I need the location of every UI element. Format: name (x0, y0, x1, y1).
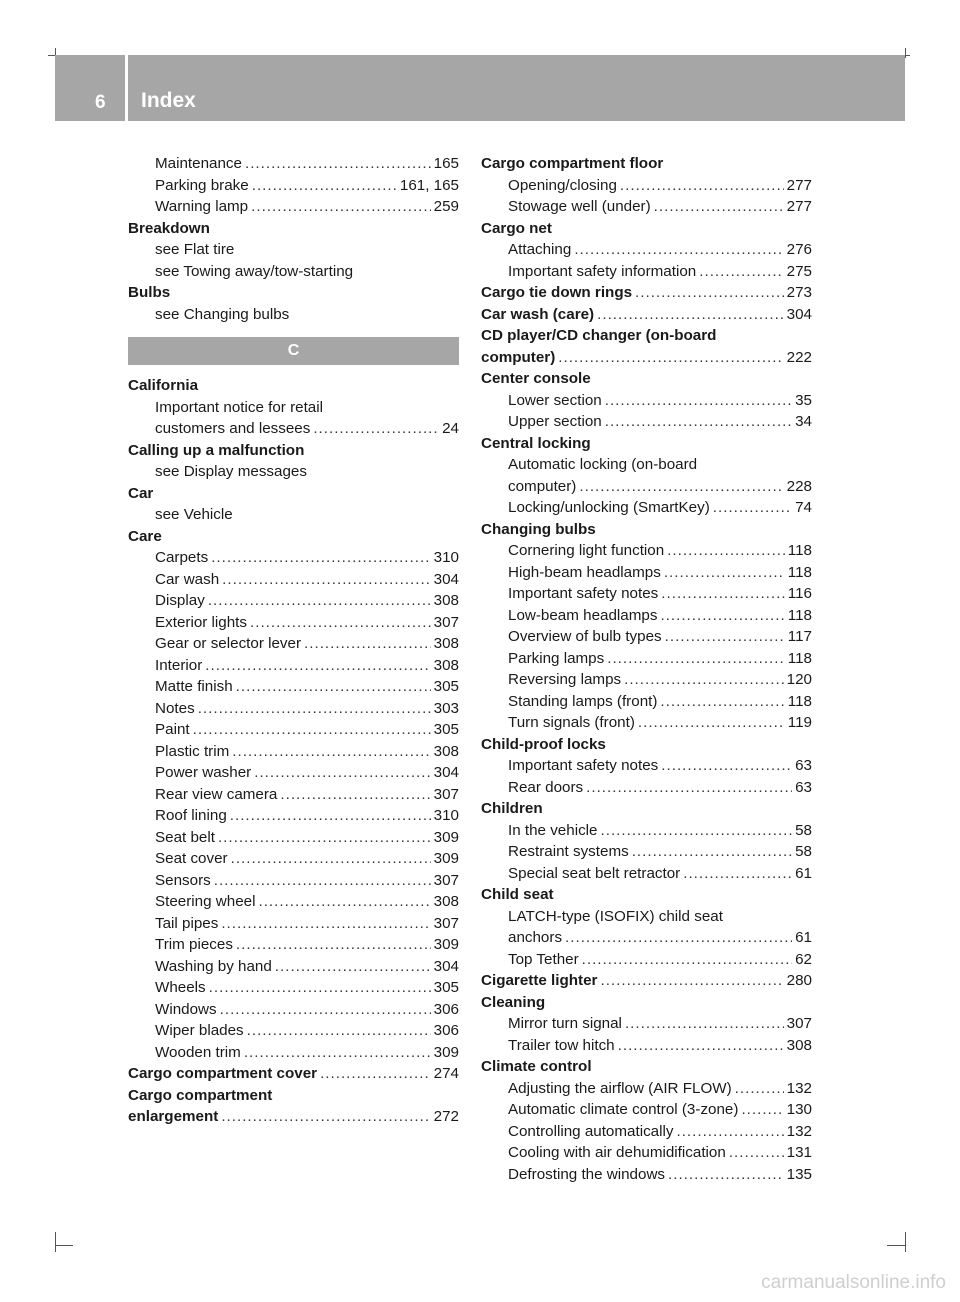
leader-dots (247, 1020, 431, 1042)
crop-mark (905, 48, 906, 58)
index-page-ref[interactable]: 304 (433, 957, 459, 975)
index-entry[interactable] (481, 390, 812, 412)
index-entry[interactable] (481, 1121, 812, 1143)
index-page-ref[interactable]: 309 (433, 1043, 459, 1061)
index-page-ref[interactable]: 63 (795, 757, 812, 774)
index-page-ref[interactable]: 277 (786, 176, 812, 194)
leader-dots (205, 655, 430, 677)
index-entry[interactable] (481, 540, 812, 562)
leader-dots (230, 805, 431, 827)
index-entry[interactable] (481, 1013, 812, 1035)
leader-dots (620, 175, 784, 197)
leader-dots (632, 841, 792, 863)
index-entry-label: Top Tether (508, 950, 579, 968)
index-entry[interactable] (481, 562, 812, 584)
index-page-ref[interactable]: 307 (786, 1015, 812, 1032)
index-page-ref[interactable]: 74 (795, 499, 812, 516)
index-entry-label: Rear doors (508, 778, 584, 796)
index-entry[interactable] (481, 820, 812, 842)
index-page-ref[interactable]: 61 (795, 929, 812, 946)
index-entry-label: Opening/closing (508, 176, 617, 194)
index-entry[interactable] (481, 1035, 812, 1057)
index-page-ref[interactable]: 303 (433, 699, 459, 717)
page-number: 6 (95, 92, 106, 113)
index-entry-label: Power washer (155, 764, 252, 781)
crop-mark (55, 1232, 56, 1252)
index-page-ref[interactable]: 310 (433, 807, 459, 824)
index-page-ref[interactable]: 274 (433, 1065, 459, 1082)
leader-dots (668, 1164, 784, 1186)
index-entry-label: Parking lamps (508, 649, 605, 667)
index-page-ref[interactable]: 24 (442, 420, 459, 437)
index-page-ref[interactable]: 308 (433, 893, 459, 910)
index-heading: California (128, 377, 199, 394)
index-page-ref[interactable]: 132 (786, 1122, 812, 1140)
leader-dots (232, 741, 430, 763)
index-entry-label: Important safety information (508, 262, 697, 280)
index-entry[interactable] (128, 547, 459, 569)
index-entry-label: Upper section (508, 413, 602, 430)
leader-dots (208, 590, 431, 612)
index-heading: Car (128, 484, 154, 502)
index-heading: Center console (481, 370, 591, 387)
index-page-ref[interactable]: 35 (795, 391, 812, 409)
index-entry-label: computer) (481, 348, 556, 366)
index-entry[interactable] (128, 418, 459, 440)
leader-dots (220, 999, 431, 1021)
leader-dots (597, 304, 784, 326)
index-page-ref[interactable]: 305 (433, 678, 459, 695)
index-page-ref[interactable]: 306 (433, 1022, 459, 1039)
index-entry-label: Trim pieces (155, 936, 233, 953)
leader-dots (221, 1106, 430, 1128)
leader-dots (222, 569, 431, 591)
index-entry[interactable] (128, 870, 459, 892)
index-see-reference: Important notice for retail (155, 398, 323, 416)
index-entry-label: customers and lessees (155, 420, 311, 437)
index-entry-label: Cooling with air dehumidification (508, 1144, 726, 1161)
header-divider (125, 55, 128, 121)
index-page-ref[interactable]: 307 (433, 613, 459, 631)
index-entry-label: enlargement (128, 1108, 219, 1125)
leader-dots (660, 605, 784, 627)
index-entry-label: Important safety notes (508, 757, 659, 774)
leader-dots (236, 934, 431, 956)
index-entry[interactable] (128, 719, 459, 741)
leader-dots (280, 784, 430, 806)
leader-dots (211, 547, 430, 569)
leader-dots (221, 913, 430, 935)
leader-dots (600, 970, 783, 992)
index-heading: Changing bulbs (481, 520, 596, 538)
index-column-right (481, 153, 812, 1185)
index-entry-label: Wooden trim (155, 1043, 241, 1061)
index-entry-label: Low-beam headlamps (508, 606, 658, 624)
leader-dots (661, 755, 792, 777)
index-entry-label: Display (155, 592, 205, 609)
index-entry-label: Wiper blades (155, 1022, 244, 1039)
index-page-ref[interactable]: 275 (786, 262, 812, 280)
index-column-left (128, 153, 459, 1128)
index-entry[interactable] (481, 261, 812, 283)
index-entry[interactable] (128, 676, 459, 698)
watermark: carmanualsonline.info (761, 1272, 946, 1293)
index-page-ref[interactable]: 119 (787, 714, 812, 731)
index-entry-label: Sensors (155, 871, 211, 889)
leader-dots (258, 891, 430, 913)
index-page-ref[interactable]: 309 (433, 936, 459, 953)
leader-dots (660, 691, 784, 713)
index-entry[interactable] (481, 282, 812, 304)
index-entry[interactable] (481, 239, 812, 261)
index-entry[interactable] (481, 949, 812, 971)
index-page-ref[interactable]: 305 (433, 979, 459, 996)
section-letter-heading: C (128, 337, 459, 365)
index-entry-label: Reversing lamps (508, 671, 622, 688)
index-entry[interactable] (481, 1164, 812, 1186)
index-page-ref[interactable]: 222 (786, 348, 812, 366)
index-entry-label: Lower section (508, 391, 602, 409)
index-entry[interactable] (481, 175, 812, 197)
index-entry[interactable] (481, 712, 812, 734)
index-page-ref[interactable]: 307 (433, 871, 459, 889)
index-entry-label: Maintenance (155, 155, 242, 172)
index-page-ref[interactable]: 273 (786, 284, 812, 301)
leader-dots (661, 583, 785, 605)
leader-dots (605, 390, 792, 412)
leader-dots (313, 418, 439, 440)
index-entry[interactable] (481, 1099, 812, 1121)
index-see-reference: see Flat tire (155, 241, 235, 258)
index-heading: Children (481, 800, 543, 817)
index-entry-label: In the vehicle (508, 821, 598, 839)
index-page-ref[interactable]: 308 (433, 592, 459, 609)
index-entry[interactable] (481, 755, 812, 777)
leader-dots (252, 175, 397, 197)
index-heading: Bulbs (128, 284, 171, 301)
index-entry[interactable] (128, 633, 459, 655)
index-page-ref[interactable]: 118 (787, 563, 812, 581)
index-entry-label: Controlling automatically (508, 1122, 674, 1140)
index-page-ref[interactable]: 63 (795, 778, 812, 796)
index-entry-label: Paint (155, 721, 190, 738)
leader-dots (664, 562, 785, 584)
index-heading: Climate control (481, 1058, 592, 1075)
index-entry[interactable] (128, 1106, 459, 1128)
index-entry-label: Cargo compartment cover (128, 1065, 318, 1082)
index-page-ref[interactable]: 306 (433, 1000, 459, 1018)
index-entry[interactable] (128, 999, 459, 1021)
index-entry[interactable] (128, 784, 459, 806)
index-entry[interactable] (481, 196, 812, 218)
index-entry-label: Washing by hand (155, 957, 272, 975)
leader-dots (218, 827, 431, 849)
leader-dots (236, 676, 431, 698)
leader-dots (624, 669, 784, 691)
leader-dots (625, 1013, 784, 1035)
index-page-ref[interactable]: 310 (433, 549, 459, 566)
index-entry[interactable] (128, 934, 459, 956)
index-entry-label: Gear or selector lever (155, 635, 302, 652)
leader-dots (654, 196, 784, 218)
index-page-ref[interactable]: 61 (795, 864, 812, 882)
index-entry-label: Cigarette lighter (481, 972, 598, 989)
index-entry[interactable] (481, 304, 812, 326)
index-page-ref[interactable]: 308 (433, 742, 459, 760)
crop-mark (887, 1245, 905, 1246)
leader-dots (699, 261, 783, 283)
index-heading: Breakdown (128, 219, 210, 237)
index-entry-label: Car wash (care) (481, 305, 595, 323)
leader-dots (579, 476, 783, 498)
leader-dots (601, 820, 793, 842)
index-entry[interactable] (128, 1063, 459, 1085)
index-heading: Cargo compartment (128, 1086, 273, 1104)
leader-dots (635, 282, 784, 304)
index-entry-label: Mirror turn signal (508, 1015, 622, 1032)
index-entry-label: Turn signals (front) (508, 714, 635, 731)
leader-dots (231, 848, 431, 870)
index-heading: Calling up a malfunction (128, 441, 305, 459)
index-entry-label: Windows (155, 1000, 217, 1018)
index-entry[interactable] (481, 777, 812, 799)
index-page-ref[interactable]: 165 (433, 155, 459, 172)
index-see-reference: see Changing bulbs (155, 305, 290, 323)
index-entry-label: Cargo tie down rings (481, 284, 633, 301)
index-entry[interactable] (128, 655, 459, 677)
leader-dots (209, 977, 431, 999)
index-entry-label: Defrosting the windows (508, 1165, 666, 1183)
index-page-ref[interactable]: 131 (786, 1144, 812, 1161)
index-entry-label: Exterior lights (155, 613, 248, 631)
index-heading: Child seat (481, 886, 554, 903)
index-entry-label: Adjusting the airflow (AIR FLOW) (508, 1079, 732, 1097)
index-entry-label: Plastic trim (155, 742, 230, 760)
index-see-reference: see Vehicle (155, 506, 233, 523)
index-page-ref[interactable]: 58 (795, 843, 812, 860)
index-entry-label: Matte finish (155, 678, 233, 695)
index-entry[interactable] (481, 411, 812, 433)
index-entry-label: Notes (155, 699, 195, 717)
index-entry[interactable] (481, 863, 812, 885)
index-page-ref[interactable]: 308 (786, 1036, 812, 1054)
index-page-ref[interactable]: 132 (786, 1079, 812, 1097)
index-entry[interactable] (128, 977, 459, 999)
index-page-ref[interactable]: 307 (433, 785, 459, 803)
index-entry[interactable] (128, 827, 459, 849)
index-page-ref[interactable]: 308 (433, 656, 459, 674)
index-page-ref[interactable]: 307 (433, 914, 459, 932)
index-entry[interactable] (128, 175, 459, 197)
index-heading: Cargo compartment floor (481, 155, 664, 172)
index-entry-label: Seat cover (155, 850, 228, 867)
leader-dots (607, 648, 785, 670)
leader-dots (244, 1042, 431, 1064)
index-entry[interactable] (481, 605, 812, 627)
index-entry-label: computer) (508, 477, 577, 495)
index-entry[interactable] (128, 569, 459, 591)
index-entry[interactable] (481, 927, 812, 949)
index-heading: Child-proof locks (481, 735, 606, 753)
index-entry-label: Restraint systems (508, 843, 629, 860)
index-entry[interactable] (128, 612, 459, 634)
index-heading: Cargo net (481, 219, 552, 237)
leader-dots (565, 927, 792, 949)
index-entry[interactable] (128, 848, 459, 870)
index-entry[interactable] (481, 841, 812, 863)
index-entry-label: anchors (508, 929, 563, 946)
leader-dots (605, 411, 792, 433)
index-entry-label: Interior (155, 656, 203, 674)
index-page-ref[interactable]: 120 (786, 671, 812, 688)
index-entry[interactable] (128, 741, 459, 763)
index-page-ref[interactable]: 308 (433, 635, 459, 652)
leader-dots (254, 762, 430, 784)
leader-dots (251, 196, 431, 218)
index-see-reference: see Display messages (155, 463, 307, 480)
index-entry[interactable] (128, 891, 459, 913)
index-entry-label: Trailer tow hitch (508, 1036, 615, 1054)
crop-mark (905, 1232, 906, 1252)
index-heading: CD player/CD changer (on-board (481, 327, 717, 344)
index-page-ref[interactable]: 34 (795, 413, 812, 430)
index-page-ref[interactable]: 117 (787, 628, 812, 645)
index-entry-label: Overview of bulb types (508, 628, 662, 645)
index-page-ref[interactable]: 130 (786, 1101, 812, 1118)
index-entry-label: Roof lining (155, 807, 227, 824)
index-entry[interactable] (481, 476, 812, 498)
index-entry-label: Carpets (155, 549, 209, 566)
leader-dots (304, 633, 431, 655)
index-page-ref[interactable]: 118 (787, 606, 812, 624)
index-entry-label: Standing lamps (front) (508, 692, 658, 710)
index-entry-label: Car wash (155, 570, 220, 588)
index-page-ref[interactable]: 58 (795, 821, 812, 839)
leader-dots (320, 1063, 431, 1085)
leader-dots (214, 870, 431, 892)
leader-dots (729, 1142, 784, 1164)
index-heading: Central locking (481, 434, 591, 452)
leader-dots (713, 497, 792, 519)
index-entry-label: Tail pipes (155, 914, 219, 932)
index-entry[interactable] (128, 913, 459, 935)
index-entry-label: Rear view camera (155, 785, 278, 803)
index-page-ref[interactable]: 259 (433, 198, 459, 215)
index-entry[interactable] (481, 583, 812, 605)
index-page-ref[interactable]: 161, 165 (399, 176, 459, 194)
leader-dots (638, 712, 785, 734)
page-title: Index (141, 89, 196, 112)
index-page-ref[interactable]: 304 (786, 305, 812, 323)
leader-dots (667, 540, 785, 562)
index-page-ref[interactable]: 228 (786, 477, 812, 495)
index-entry[interactable] (128, 805, 459, 827)
index-entry-label: Warning lamp (155, 198, 249, 215)
index-page-ref[interactable]: 118 (787, 692, 812, 710)
index-entry[interactable] (128, 153, 459, 175)
index-entry[interactable] (481, 347, 812, 369)
index-page-ref[interactable]: 280 (786, 972, 812, 989)
leader-dots (582, 949, 792, 971)
index-entry[interactable] (481, 669, 812, 691)
crop-mark (55, 1245, 73, 1246)
index-page-ref[interactable]: 304 (433, 570, 459, 588)
index-page-ref[interactable]: 276 (786, 241, 812, 258)
index-page-ref[interactable]: 272 (433, 1108, 459, 1125)
index-entry-label: High-beam headlamps (508, 563, 661, 581)
index-see-reference: Automatic locking (on-board (508, 456, 698, 473)
leader-dots (735, 1078, 784, 1100)
index-entry-label: Cornering light function (508, 542, 665, 559)
leader-dots (275, 956, 431, 978)
index-entry[interactable] (481, 970, 812, 992)
index-entry-label: Seat belt (155, 828, 215, 846)
index-entry[interactable] (481, 497, 812, 519)
index-entry-label: Locking/unlocking (SmartKey) (508, 499, 710, 516)
index-entry[interactable] (481, 626, 812, 648)
leader-dots (245, 153, 431, 175)
leader-dots (193, 719, 431, 741)
index-see-reference: LATCH-type (ISOFIX) child seat (508, 907, 723, 925)
index-page-ref[interactable]: 304 (433, 764, 459, 781)
index-heading: Care (128, 527, 162, 545)
index-entry-label: Wheels (155, 979, 206, 996)
index-page-ref[interactable]: 62 (795, 950, 812, 968)
index-entry[interactable] (128, 196, 459, 218)
index-page-ref[interactable]: 135 (786, 1165, 812, 1183)
index-page-ref[interactable]: 309 (433, 828, 459, 846)
index-entry[interactable] (128, 590, 459, 612)
index-page-ref[interactable]: 309 (433, 850, 459, 867)
index-entry-label: Steering wheel (155, 893, 256, 910)
index-entry[interactable] (128, 1020, 459, 1042)
index-entry-label: Important safety notes (508, 585, 659, 602)
leader-dots (586, 777, 792, 799)
index-page-ref[interactable]: 116 (787, 585, 812, 602)
leader-dots (558, 347, 783, 369)
leader-dots (198, 698, 431, 720)
index-entry-label: Stowage well (under) (508, 198, 651, 215)
index-entry[interactable] (128, 698, 459, 720)
index-entry-label: Special seat belt retractor (508, 864, 681, 882)
index-entry[interactable] (481, 691, 812, 713)
index-see-reference: see Towing away/tow-starting (155, 262, 354, 280)
index-page-ref[interactable]: 118 (787, 649, 812, 667)
index-entry[interactable] (128, 762, 459, 784)
index-entry[interactable] (128, 956, 459, 978)
leader-dots (574, 239, 783, 261)
index-entry-label: Automatic climate control (3-zone) (508, 1101, 739, 1118)
index-entry[interactable] (481, 1078, 812, 1100)
leader-dots (250, 612, 431, 634)
index-heading: Cleaning (481, 993, 546, 1011)
index-entry[interactable] (481, 648, 812, 670)
leader-dots (676, 1121, 783, 1143)
index-entry-label: Attaching (508, 241, 572, 258)
leader-dots (665, 626, 785, 648)
index-entry[interactable] (128, 1042, 459, 1064)
leader-dots (618, 1035, 784, 1057)
leader-dots (741, 1099, 783, 1121)
leader-dots (683, 863, 792, 885)
index-entry-label: Parking brake (155, 176, 249, 194)
index-page-ref[interactable]: 305 (433, 721, 459, 738)
index-entry[interactable] (481, 1142, 812, 1164)
index-page-ref[interactable]: 118 (787, 542, 812, 559)
index-page-ref[interactable]: 277 (786, 198, 812, 215)
